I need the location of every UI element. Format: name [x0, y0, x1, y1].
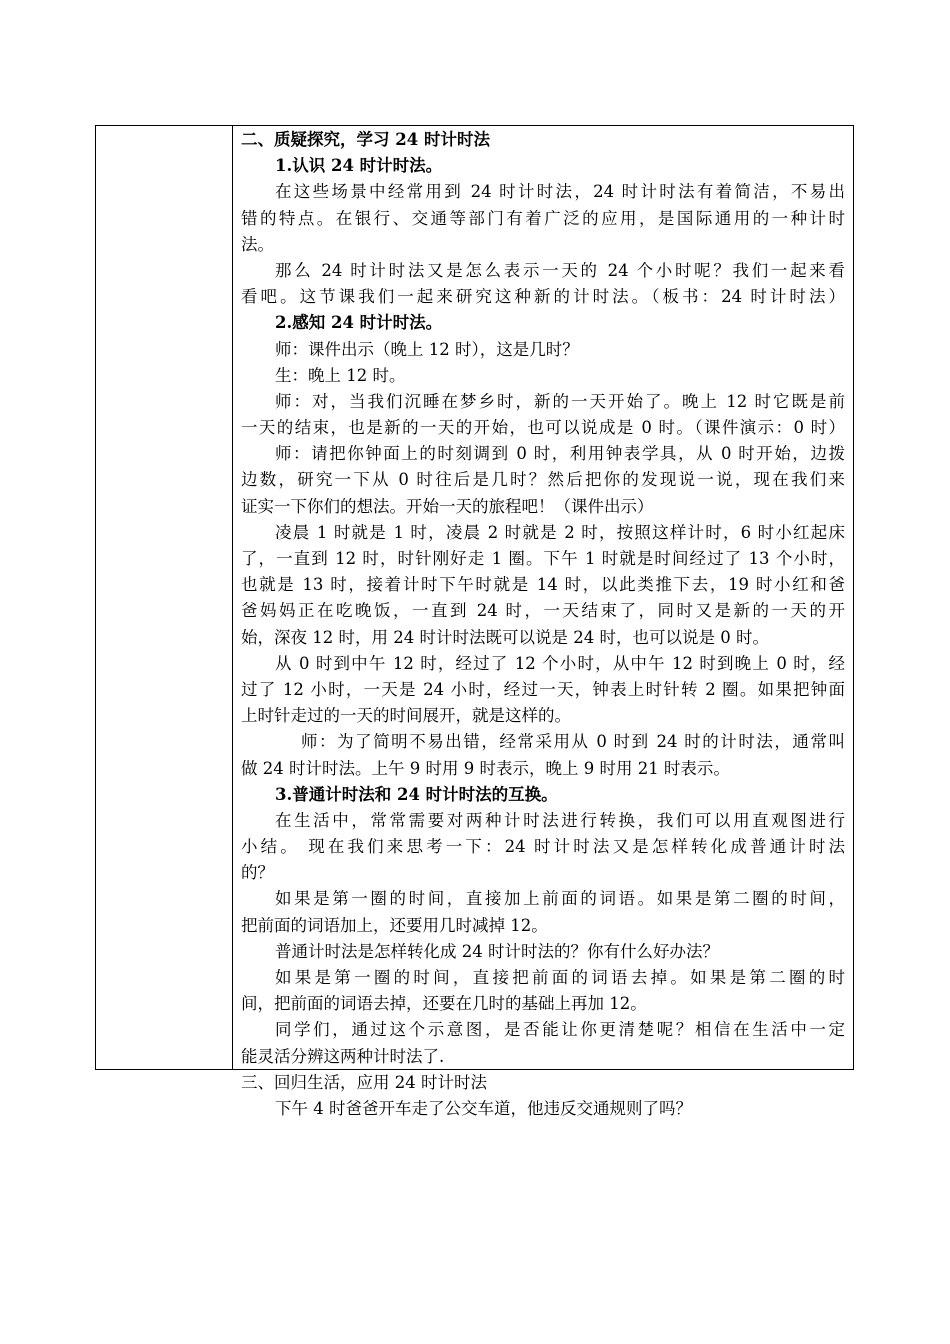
text-line: 爸妈妈正在吃晚饭，一直到 24 时，一天结束了，同时又是新的一天的开: [241, 601, 845, 621]
text-line: 始，深夜 12 时，用 24 时计时法既可以说是 24 时，也可以说是 0 时。: [241, 627, 769, 647]
text-line: 把前面的词语加上，还要用几时减掉 12。: [241, 915, 548, 935]
text-line: 边数，研究一下从 0 时往后是几时？然后把你的发现说一说，现在我们来: [241, 470, 845, 490]
text-line: 那么 24 时计时法又是怎么表示一天的 24 个小时呢？我们一起来看: [275, 260, 845, 280]
text-line: 间，把前面的词语去掉，还要在几时的基础上再加 12。: [241, 994, 647, 1014]
text-line: 下午 4 时爸爸开车走了公交车道，他违反交通规则了吗？: [275, 1098, 692, 1118]
text-line: 同学们，通过这个示意图，是否能让你更清楚呢？相信在生活中一定: [275, 1020, 845, 1040]
text-line: 了，一直到 12 时，时针刚好走 1 圈。下午 1 时就是时间经过了 13 个小时，: [241, 549, 845, 568]
text-line: 如果是第一圈的时间，直接加上前面的词语。如果是第二圈的时间，: [275, 889, 845, 909]
text-line: 如果是第一圈的时间，直接把前面的词语去掉。如果是第二圈的时: [275, 968, 845, 987]
text-line: 错的特点。在银行、交通等部门有着广泛的应用，是国际通用的一种计时: [241, 208, 845, 228]
text-line: 三、回归生活，应用 24 时计时法: [241, 1072, 487, 1092]
text-line: 师：为了简明不易出错，经常采用从 0 时到 24 时的计时法，通常叫: [301, 732, 845, 752]
text-line: 做 24 时计时法。上午 9 时用 9 时表示，晚上 9 时用 21 时表示。: [241, 758, 730, 778]
section-heading-line: 2.感知 24 时计时法。: [275, 313, 443, 333]
text-line: 师：请把你钟面上的时刻调到 0 时，利用钟表学具，从 0 时开始，边拨: [275, 444, 845, 464]
text-line: 师：课件出示（晚上 12 时），这是几时？: [275, 339, 579, 359]
text-line: 一天的结束，也是新的一天的开始，也可以说成是 0 时。（课件演示：0 时）: [241, 418, 845, 438]
text-line: 在这些场景中经常用到 24 时计时法，24 时计时法有着简洁，不易出: [275, 182, 845, 202]
text-line: 小结。 现在我们来思考一下：24 时计时法又是怎样转化成普通计时法: [241, 837, 845, 857]
text-line: 证实一下你们的想法。开始一天的旅程吧！（课件出示）: [241, 496, 654, 516]
text-line: 普通计时法是怎样转化成 24 时计时法的？你有什么好办法？: [275, 941, 719, 961]
text-line: 师：对，当我们沉睡在梦乡时，新的一天开始了。晚上 12 时它既是前: [275, 391, 845, 411]
section-heading-line: 二、质疑探究，学习 24 时计时法: [241, 130, 490, 149]
text-line: 在生活中，常常需要对两种计时法进行转换，我们可以用直观图进行: [275, 810, 845, 830]
text-line: 凌晨 1 时就是 1 时，凌晨 2 时就是 2 时，按照这样计时，6 时小红起床: [275, 522, 845, 542]
text-line: 看吧。这节课我们一起来研究这种新的计时法。（板书：24 时计时法）: [241, 287, 845, 307]
text-line: 也就是 13 时，接着计时下午时就是 14 时，以此类推下去，19 时小红和爸: [241, 575, 845, 595]
text-line: 的？: [241, 863, 274, 883]
section-heading-line: 1.认识 24 时计时法。: [275, 156, 443, 176]
text-line: 法。: [241, 234, 274, 254]
text-line: 过了 12 小时，一天是 24 小时，经过一天，钟表上时针转 2 圈。如果把钟面: [241, 679, 845, 699]
section-heading-line: 3.普通计时法和 24 时计时法的互换。: [275, 784, 558, 804]
text-line: 从 0 时到中午 12 时，经过了 12 个小时，从中午 12 时到晚上 0 时，经: [275, 653, 845, 673]
lesson-table: [95, 125, 854, 1118]
text-line: 生：晚上 12 时。: [275, 365, 406, 385]
text-line: 上时针走过的一天的时间展开，就是这样的。: [241, 706, 571, 726]
left-column-cell: [96, 126, 233, 1069]
lesson-content-cell: [233, 126, 853, 1118]
text-line: 能灵活分辨这两种计时法了.: [241, 1046, 445, 1066]
